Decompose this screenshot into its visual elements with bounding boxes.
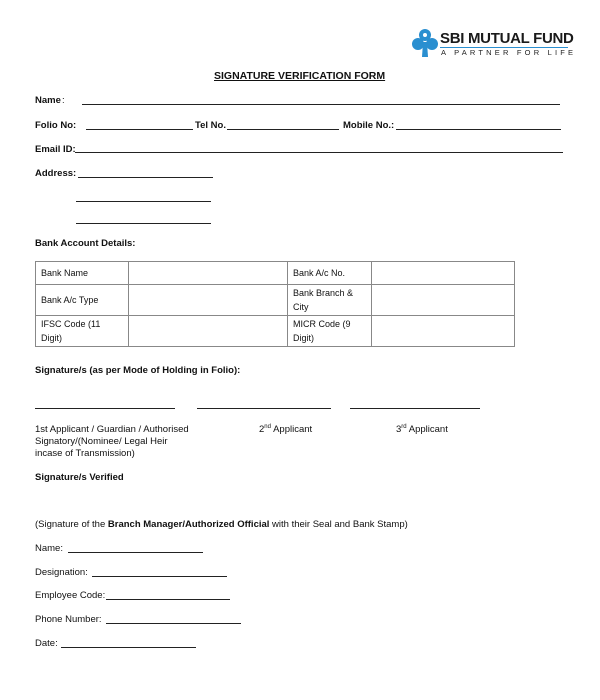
table-row — [36, 285, 515, 316]
mobile-field[interactable] — [396, 129, 561, 130]
designation-field[interactable] — [92, 576, 227, 577]
signature-2-field[interactable] — [197, 408, 331, 409]
signatures-heading: Signature/s (as per Mode of Holding in Folio): — [35, 365, 241, 376]
official-name-field[interactable] — [68, 552, 203, 553]
label-text: Applicant — [270, 424, 313, 436]
ordinal-suffix: nd — [264, 424, 271, 430]
address-label: Address: — [35, 168, 77, 179]
folio-field[interactable] — [86, 129, 193, 130]
branch-city-input[interactable] — [372, 285, 515, 316]
email-field[interactable] — [75, 152, 563, 153]
ordinal-suffix: rd — [401, 424, 407, 430]
address-line-3[interactable] — [76, 223, 211, 224]
name-colon: : — [62, 95, 65, 106]
first-applicant-label: 1st Applicant / Guardian / Authorised Signatory/(Nominee/ Legal Heir incase of Transmission) — [35, 424, 189, 459]
second-applicant-label — [259, 424, 312, 435]
ordinal: 2 — [259, 424, 265, 436]
note-bold: Branch Manager/Authorized Official — [107, 519, 270, 530]
bank-heading: Bank Account Details: — [35, 238, 136, 249]
third-applicant-label — [396, 424, 448, 435]
address-line-2[interactable] — [76, 201, 211, 202]
bank-account-input[interactable] — [372, 262, 515, 285]
verified-heading: Signature/s Verified — [35, 472, 124, 483]
address-line-1[interactable] — [78, 177, 213, 178]
folio-label: Folio No: — [35, 120, 77, 131]
bank-name-input[interactable] — [129, 262, 288, 285]
employee-code-label: Employee Code: — [35, 590, 106, 601]
cell-label: Bank Branch & City — [288, 285, 372, 316]
employee-code-field[interactable] — [106, 599, 230, 600]
sbi-logo-icon — [411, 28, 439, 58]
signature-3-field[interactable] — [350, 408, 480, 409]
phone-label: Phone Number: — [35, 614, 102, 625]
cell-label: Bank A/c No. — [288, 262, 372, 285]
cell-label: IFSC Code (11 Digit) — [36, 316, 129, 347]
phone-field[interactable] — [106, 623, 241, 624]
form-title: SIGNATURE VERIFICATION FORM — [214, 70, 386, 82]
table-row — [36, 316, 515, 347]
name-label: Name — [35, 95, 61, 106]
label-text: Applicant — [406, 424, 448, 436]
table-row — [36, 262, 515, 285]
account-type-input[interactable] — [129, 285, 288, 316]
cell-label: MICR Code (9 Digit) — [288, 316, 372, 347]
mobile-label: Mobile No.: — [343, 120, 395, 131]
date-label: Date: — [35, 638, 58, 649]
logo-name: SBI MUTUAL FUND — [440, 30, 574, 47]
name-field[interactable] — [82, 104, 560, 105]
note-text: (Signature of the — [35, 519, 108, 530]
official-name-label: Name: — [35, 543, 63, 554]
ifsc-input[interactable] — [129, 316, 288, 347]
designation-label: Designation: — [35, 567, 88, 578]
ordinal: 3 — [396, 424, 402, 436]
verification-note — [35, 519, 408, 530]
tel-field[interactable] — [227, 129, 339, 130]
note-text: with their Seal and Bank Stamp) — [269, 519, 408, 530]
date-field[interactable] — [61, 647, 196, 648]
logo-tagline: A PARTNER FOR LIFE — [441, 48, 577, 57]
micr-input[interactable] — [372, 316, 515, 347]
cell-label: Bank Name — [36, 262, 129, 285]
tel-label: Tel No. — [195, 120, 226, 131]
bank-details-table — [35, 261, 515, 347]
signature-1-field[interactable] — [35, 408, 175, 409]
cell-label: Bank A/c Type — [36, 285, 129, 316]
email-label: Email ID: — [35, 144, 76, 155]
